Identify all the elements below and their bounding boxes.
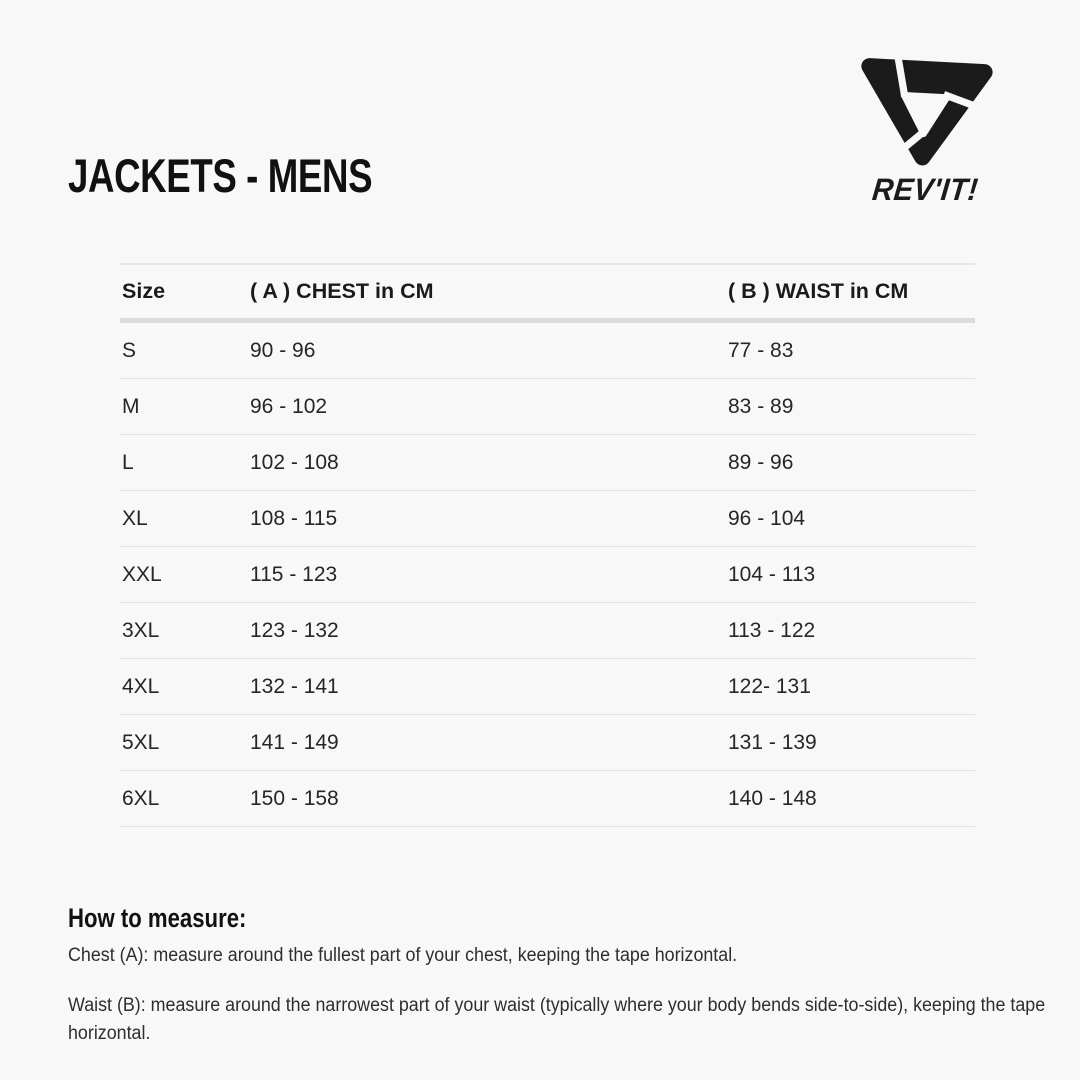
table-row [120, 379, 975, 435]
waist-cell: 113 - 122 [728, 618, 816, 642]
column-header-waist: ( B ) WAIST in CM [728, 279, 909, 303]
brand-wordmark: REV'IT! [870, 172, 980, 207]
chest-cell: 141 - 149 [250, 730, 339, 754]
size-cell: 4XL [122, 674, 160, 698]
size-cell: M [122, 394, 140, 418]
waist-cell: 140 - 148 [728, 786, 817, 810]
size-table [120, 263, 975, 827]
waist-cell: 83 - 89 [728, 394, 794, 418]
chest-instruction: Chest (A): measure around the fullest part of your chest, keeping the tape horizontal. [68, 945, 738, 966]
table-row [120, 771, 975, 827]
waist-cell: 89 - 96 [728, 450, 794, 474]
chest-cell: 108 - 115 [250, 506, 338, 530]
waist-cell: 131 - 139 [728, 730, 817, 754]
chest-cell: 132 - 141 [250, 674, 339, 698]
chest-cell: 102 - 108 [250, 450, 339, 474]
size-cell: 5XL [122, 730, 160, 754]
size-table-rows [120, 323, 975, 827]
waist-cell: 104 - 113 [728, 562, 816, 586]
size-table-header [120, 265, 975, 318]
chest-cell: 96 - 102 [250, 394, 328, 418]
waist-instruction: Waist (B): measure around the narrowest part of your waist (typically where your body bends side-to-side), keeping the tape horizontal. [68, 995, 1046, 1044]
how-to-measure-heading: How to measure: [68, 903, 247, 933]
page-title: JACKETS - MENS [68, 149, 373, 202]
table-row [120, 659, 975, 715]
waist-cell: 96 - 104 [728, 506, 806, 530]
table-row [120, 323, 975, 379]
size-cell: L [122, 450, 134, 474]
brand-logo [840, 44, 1010, 208]
column-header-size: Size [122, 279, 166, 303]
chest-cell: 115 - 123 [250, 562, 338, 586]
revit-triangle-logo-icon [852, 44, 998, 170]
size-cell: 3XL [122, 618, 160, 642]
size-cell: 6XL [122, 786, 160, 810]
table-row [120, 547, 975, 603]
waist-cell: 77 - 83 [728, 338, 794, 362]
table-row [120, 435, 975, 491]
table-row [120, 715, 975, 771]
size-cell: XXL [122, 562, 162, 586]
table-row [120, 603, 975, 659]
chest-cell: 150 - 158 [250, 786, 339, 810]
column-header-chest: ( A ) CHEST in CM [250, 279, 434, 303]
chest-cell: 90 - 96 [250, 338, 316, 362]
size-cell: XL [122, 506, 148, 530]
size-cell: S [122, 338, 137, 362]
chest-cell: 123 - 132 [250, 618, 339, 642]
table-row [120, 491, 975, 547]
waist-cell: 122- 131 [728, 674, 811, 698]
